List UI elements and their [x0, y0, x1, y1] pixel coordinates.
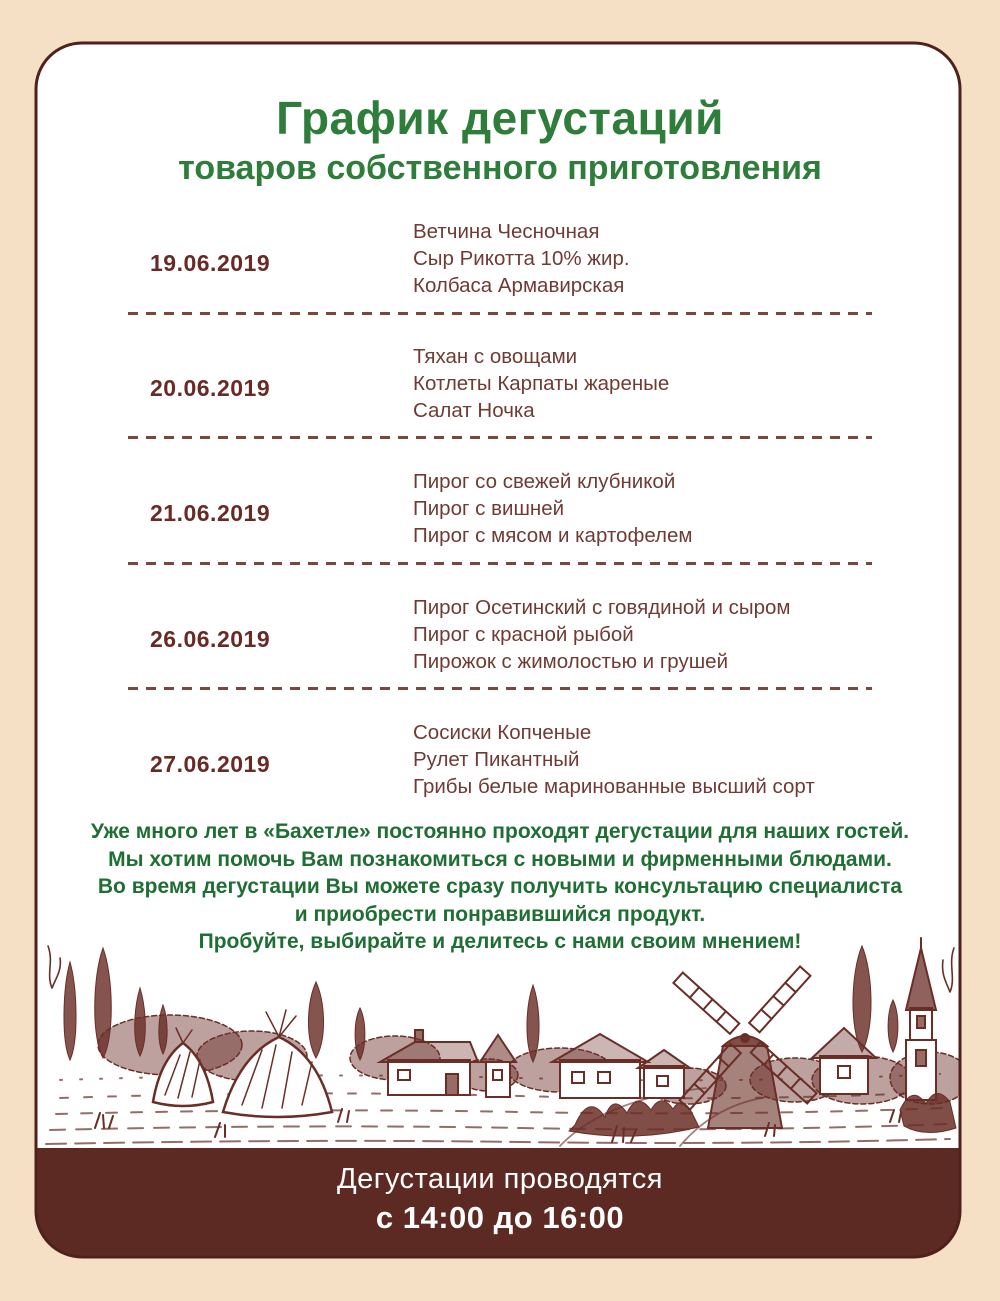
product-item: Грибы белые маринованные высший сорт — [413, 775, 815, 798]
dashed-divider — [128, 312, 872, 315]
schedule-date: 27.06.2019 — [150, 751, 271, 777]
schedule-items — [413, 706, 815, 800]
product-item: Пирог с красной рыбой — [413, 623, 634, 646]
schedule-date: 21.06.2019 — [150, 500, 271, 526]
schedule-items — [413, 330, 669, 424]
schedule-date: 20.06.2019 — [150, 375, 271, 401]
poster-title-block — [0, 92, 1000, 188]
promo-line: Пробуйте, выбирайте и делитесь с нами своим мнением! — [198, 930, 802, 953]
promo-line: и приобрести понравившийся продукт. — [294, 902, 706, 926]
product-item: Сосиски Копченые — [413, 721, 592, 744]
footer-time-range: с 14:00 до 16:00 — [375, 1200, 625, 1235]
product-item: Пирог с вишней — [413, 497, 565, 520]
dashed-divider — [128, 436, 872, 439]
footer-text-block — [0, 1160, 1000, 1238]
footer-schedule-note: Дегустации проводятся — [337, 1163, 663, 1195]
product-item: Пирожок с жимолостью и грушей — [413, 650, 729, 673]
product-item: Ветчина Чесночная — [413, 220, 600, 243]
page-title: График дегустаций — [276, 92, 724, 144]
promo-line: Уже много лет в «Бахетле» постоянно проходят дегустации для наших гостей. — [90, 820, 910, 843]
product-item: Рулет Пикантный — [413, 748, 580, 771]
promo-line: Мы хотим помочь Вам познакомиться с новыми и фирменными блюдами. — [108, 847, 892, 871]
product-item: Сыр Рикотта 10% жир. — [413, 247, 630, 270]
schedule-items — [413, 205, 630, 299]
schedule-date: 19.06.2019 — [150, 250, 271, 276]
schedule-row — [128, 330, 872, 424]
page-subtitle: товаров собственного приготовления — [178, 149, 822, 187]
product-item: Котлеты Карпаты жареные — [413, 372, 670, 395]
schedule-items — [413, 581, 791, 675]
product-item: Колбаса Армавирская — [413, 274, 625, 297]
schedule-row — [128, 205, 872, 299]
schedule-row — [128, 706, 872, 800]
product-item: Тяхан с овощами — [413, 345, 578, 368]
schedule-row — [128, 455, 872, 549]
schedule-row — [128, 581, 872, 675]
product-item: Пирог Осетинский с говядиной и сыром — [413, 596, 791, 619]
product-item: Салат Ночка — [413, 399, 535, 422]
product-item: Пирог с мясом и картофелем — [413, 524, 693, 547]
dashed-divider — [128, 687, 872, 690]
product-item: Пирог со свежей клубникой — [413, 470, 676, 493]
schedule-date: 26.06.2019 — [150, 626, 271, 652]
promo-line: Во время дегустации Вы можете сразу получить консультацию специалиста — [97, 875, 903, 898]
promo-paragraph — [50, 818, 950, 956]
dashed-divider — [128, 562, 872, 565]
schedule-items — [413, 455, 693, 549]
